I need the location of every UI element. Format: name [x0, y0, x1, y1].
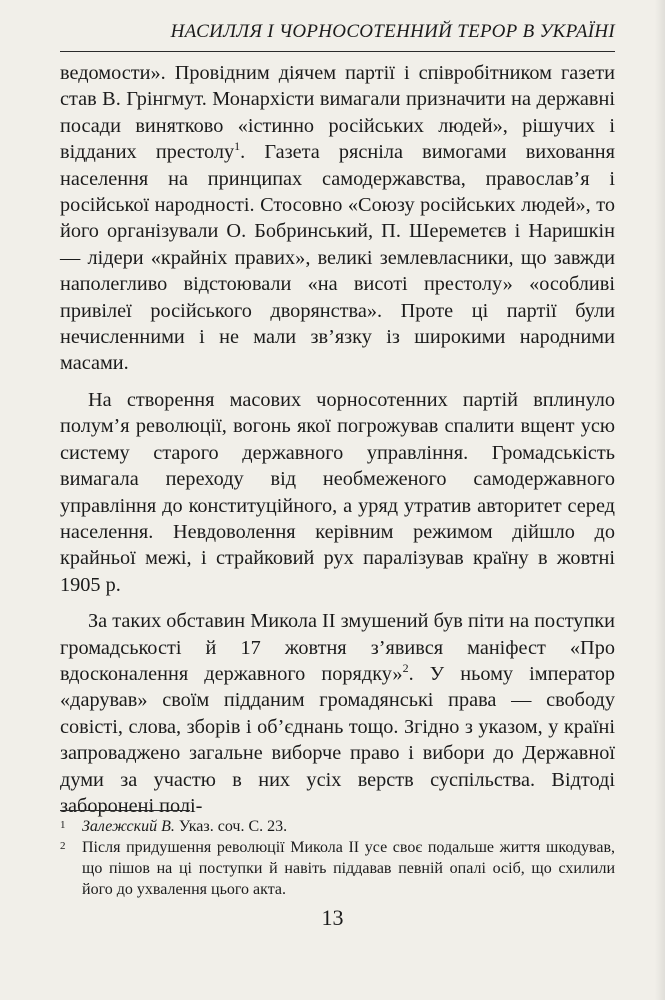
- paragraph-3-continuation: . У ньому імператор «дарував» своїм підданим громадянські права — свободу совісті, слова, зборів і об’єднань тощо. Згідно з указом, у країні запроваджено загальне виборче право і вибори до Державної думи за участю в них усіх верств суспільства. Відтоді заборонені полі-: [60, 662, 615, 817]
- footnote-1-text: Указ. соч. С. 23.: [174, 818, 288, 835]
- footnote-ref-1: 1: [234, 139, 241, 154]
- running-head: НАСИЛЛЯ І ЧОРНОСОТЕННИЙ ТЕРОР В УКРАЇНІ: [170, 21, 615, 42]
- paragraph-1-text: ведомости». Провідним діячем партії і співробітником газети став В. Грінгмут. Монархісти вимагали призначити на державні посади винятково «істинно російських людей», рішучих і відданих престолу: [60, 62, 615, 164]
- footnotes: [60, 816, 615, 900]
- page-number: 13: [321, 905, 344, 930]
- paragraph-1: [60, 60, 615, 377]
- footnote-ref-2: 2: [402, 661, 409, 676]
- page-edge-shadow: [655, 0, 665, 1000]
- footnote-1: [60, 816, 615, 837]
- paragraph-3-text: За таких обставин Микола II змушений був піти на поступки громадськості й 17 жовтня з’явився маніфест «Про вдосконалення державного порядку»: [60, 610, 615, 685]
- footnote-1-author: Залежский В.: [82, 818, 175, 835]
- footnote-2: [60, 837, 615, 900]
- header-rule: [60, 51, 615, 52]
- body-text: [60, 60, 615, 819]
- paragraph-1-continuation: . Газета рясніла вимогами виховання населення на принципах самодержавства, православ’я і російської народності. Стосовно «Союзу російських людей», то його організували О. Бобринський, П. Шереметєв і Наришкін — лідери «крайніх правих», великі землевласники, що завжди наполегливо відстоювали «на висоті престолу» «особливі привілеї російського дворянства». Проте ці партії були нечисленними і не мали зв’язку із широкими народними масами.: [60, 141, 615, 375]
- paragraph-3: [60, 608, 615, 819]
- paragraph-2: На створення масових чорносотенних партій вплинуло полум’я революції, вогонь якої погрожував спалити вщент усю систему старого державного управління. Громадськість вимагала переходу від необмеженого самодержавного управління до конституційного, а уряд утратив авторитет серед населення. Невдоволення керівним режимом дійшло до крайньої межі, і страйковий рух паралізував країну в жовтні 1905 р.: [60, 388, 615, 596]
- footnote-1-number: 1: [60, 819, 66, 831]
- footnote-2-text: Після придушення революції Микола II усе своє подальше життя шкодував, що пішов на ці поступки й навіть піддавав певній опалі осіб, що схилили його до ухвалення цього акта.: [82, 839, 615, 898]
- footnote-rule: [60, 810, 190, 811]
- footnote-2-number: 2: [60, 840, 66, 852]
